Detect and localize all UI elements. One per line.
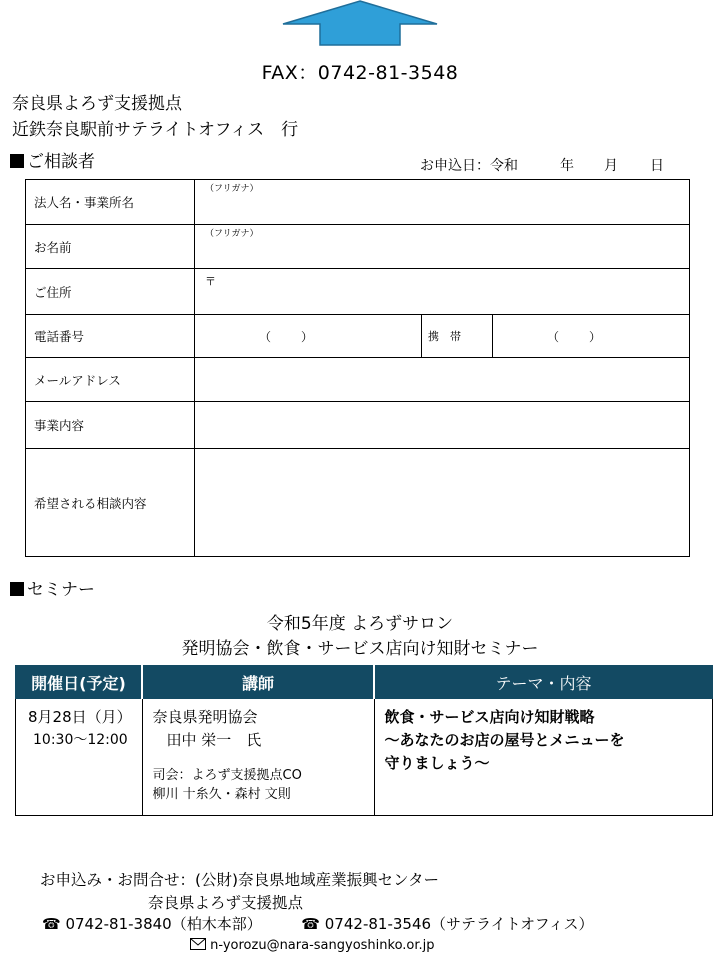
date-day: 日 — [650, 158, 664, 174]
phone-main: 0742-81-3840（柏木本部） — [65, 915, 262, 933]
square-bullet-icon — [10, 582, 24, 596]
consultant-section-title: ご相談者 — [10, 147, 95, 172]
col-header-theme: テーマ・内容 — [374, 666, 713, 699]
date-year: 年 — [560, 158, 574, 174]
address-field[interactable] — [195, 269, 690, 315]
moderator-label: 司会：よろず支援拠点CO — [152, 768, 302, 783]
name-label: お名前 — [26, 225, 195, 269]
seminar-table — [15, 665, 713, 816]
email-field[interactable] — [195, 358, 690, 402]
addressee-line2: 近鉄奈良駅前サテライトオフィス 行 — [12, 120, 299, 140]
phone-icon: ☎ — [301, 915, 320, 933]
postal-mark: 〒 — [205, 275, 216, 288]
address-label: ご住所 — [26, 269, 195, 315]
seminar-lecturer-cell — [142, 699, 374, 816]
col-header-lecturer: 講師 — [142, 666, 374, 699]
mobile-label: 携 帯 — [422, 315, 493, 358]
lecturer-org: 奈良県発明協会 — [152, 708, 258, 726]
contact-line-1: お申込み・お問合せ：(公財)奈良県地域産業振興センター — [40, 871, 439, 889]
mail-icon — [190, 938, 206, 950]
phone-icon: ☎ — [42, 915, 61, 933]
mobile-field[interactable]: （ ） — [493, 315, 690, 358]
phone-satellite: 0742-81-3546（サテライトオフィス） — [324, 915, 594, 933]
company-label: 法人名・事業所名 — [26, 180, 195, 225]
theme-line-2: ～あなたのお店の屋号とメニューを — [384, 731, 625, 749]
contact-phones — [42, 913, 593, 934]
moderator-names: 柳川 十糸久・森村 文則 — [152, 787, 291, 802]
consultation-form — [25, 179, 690, 557]
fax-number: FAX：0742-81-3548 — [261, 62, 459, 84]
date-prefix: お申込日：令和 — [420, 158, 518, 174]
application-date — [420, 155, 664, 175]
col-header-date: 開催日(予定) — [16, 666, 143, 699]
business-field[interactable] — [195, 402, 690, 449]
seminar-time: 10:30～12:00 — [33, 732, 128, 748]
request-field[interactable] — [195, 449, 690, 557]
company-field[interactable] — [195, 180, 690, 225]
seminar-heading-2: 発明協会・飲食・サービス店向け知財セミナー — [181, 639, 539, 659]
seminar-date-cell — [16, 699, 143, 816]
seminar-section-title: セミナー — [10, 575, 95, 600]
square-bullet-icon — [10, 154, 24, 168]
email-address[interactable]: n-yorozu@nara-sangyoshinko.or.jp — [210, 938, 435, 953]
up-arrow-icon — [281, 0, 439, 46]
theme-line-1: 飲食・サービス店向け知財戦略 — [384, 708, 595, 726]
contact-email — [190, 938, 435, 953]
phone-label: 電話番号 — [26, 315, 195, 358]
seminar-date: 8月28日（月） — [28, 708, 132, 726]
seminar-theme-cell — [374, 699, 713, 816]
name-field[interactable] — [195, 225, 690, 269]
addressee-line1: 奈良県よろず支援拠点 — [12, 94, 182, 114]
email-label: メールアドレス — [26, 358, 195, 402]
lecturer-name: 田中 栄一 氏 — [166, 731, 262, 749]
furigana-hint: （フリガナ） — [205, 229, 259, 239]
phone-field[interactable]: （ ） — [195, 315, 422, 358]
business-label: 事業内容 — [26, 402, 195, 449]
seminar-heading-1: 令和5年度 よろずサロン — [266, 614, 454, 634]
date-month: 月 — [604, 158, 618, 174]
contact-line-2: 奈良県よろず支援拠点 — [148, 894, 304, 912]
request-label: 希望される相談内容 — [26, 449, 195, 557]
theme-line-3: 守りましょう～ — [384, 754, 490, 772]
furigana-hint: （フリガナ） — [205, 184, 259, 194]
